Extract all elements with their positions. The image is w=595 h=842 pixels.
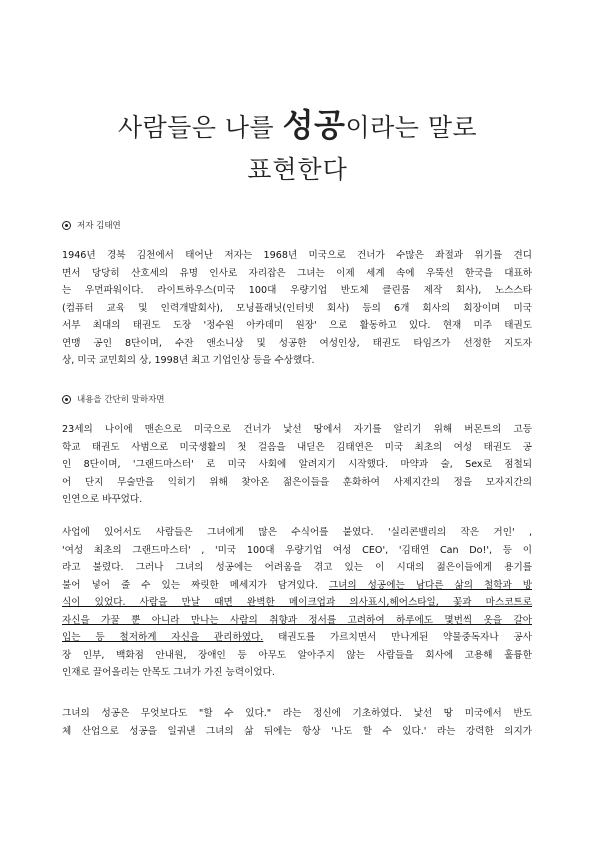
text-line: (컴퓨터 교육 및 인력개발회사), 모닝플래닛(인터넷 회사) 등의 6개 회사의 회장이며 미국 <box>62 302 532 314</box>
text-line: 사업에 있어서도 사람들은 그녀에게 많은 수식어를 붙였다. '실리콘밸리의 작은 거인' , <box>62 527 532 538</box>
underlined-text: 입는 등 철저하게 자신을 관리하였다. <box>62 632 264 643</box>
summary-paragraph <box>62 421 532 509</box>
author-paragraph <box>62 247 532 370</box>
summary-heading <box>62 393 165 405</box>
text-line: 상, 미국 교민회의 상, 1998년 최고 기업인상 등을 수상했다. <box>62 355 315 366</box>
text-line: 체 산업으로 성공을 일궈낸 그녀의 삶 뒤에는 항상 '나도 할 수 있다.' 라는 강력한 의지가 <box>62 725 532 737</box>
text-run: 불어 넣어 줄 수 있는 짜릿한 메세지가 담겨있다. <box>62 579 329 591</box>
text-line: 장 인부, 백화점 안내원, 장애인 등 아무도 알아주지 않는 사람들을 회사에 고용해 훌륭한 <box>62 649 532 661</box>
text-line: 인 8단이며, '그랜드마스터' 로 미국 사회에 알려지기 시작했다. 마약과 술, Sex로 점철되 <box>62 459 532 470</box>
title-text-b: 이라는 말로 <box>345 113 478 142</box>
text-line: 라고 불렸다. 그러나 그녀의 성공에는 어려움을 겪고 있는 이 시대의 젊은이들에게 용기를 <box>62 562 532 573</box>
text-line <box>62 629 532 647</box>
text-line: 1946년 경북 김천에서 태어난 저자는 1968년 미국으로 건너가 수많은 좌절과 위기를 견디 <box>62 250 532 261</box>
underlined-text-line: 자신을 가꿀 뿐 아니라 만나는 사람의 취향과 정서를 고려하여 하루에도 몇번씩 옷을 갈아 <box>62 614 532 626</box>
bullet-icon <box>62 221 71 230</box>
underlined-text: 그녀의 성공에는 남다른 삶의 철학과 방 <box>328 579 533 591</box>
summary-heading-text: 내용을 간단히 말하자면 <box>77 395 165 405</box>
text-line: 서부 최대의 태권도 도장 '정수원 아카데미 원장' 으로 활동하고 있다. 현재 미주 태권도 <box>62 320 532 331</box>
title-emphasis: 성공 <box>282 106 346 144</box>
success-paragraph <box>62 705 532 740</box>
text-line: 어 단지 무술만을 익히기 위해 찾아온 젊은이들을 훈화하여 사제지간의 정을 모자지간의 <box>62 476 532 488</box>
underlined-text-line: 식이 있었다. 사람을 만날 때면 완벽한 메이크업과 의사표시,헤어스타일, 꽃과 마스코트로 <box>62 597 532 608</box>
text-line: 연맹 공인 8단이며, 수잔 앤소니상 및 성공한 여성인상, 태권도 타임즈가 선정한 지도자 <box>62 337 532 349</box>
text-line: 는 우먼파워이다. 라이트하우스(미국 100대 우량기업 반도체 클린룸 제작 회사), 노스스타 <box>62 285 532 296</box>
text-line: 학교 태권도 사범으로 미국생활의 첫 걸음을 내딛은 김태연은 미국 최초의 여성 태권도 공 <box>62 441 532 453</box>
text-line: '여성 최초의 그랜드마스터' , '미국 100대 우량기업 여성 CEO', '김태연 Can Do!', 등 이 <box>62 544 532 556</box>
document-title-line-1 <box>0 100 595 146</box>
title-text-a: 사람들은 나를 <box>117 113 283 142</box>
text-line: 면서 당당히 산호세의 유명 인사로 자리잡은 그녀는 이제 세계 속에 우뚝선 한국을 대표하 <box>62 267 532 279</box>
bullet-icon <box>62 395 71 404</box>
document-title-line-2: 표현한다 <box>247 155 348 184</box>
text-run: 태권도를 가르치면서 만나게된 약물중독자나 공사 <box>263 632 532 643</box>
text-line <box>62 577 532 595</box>
text-line: 인연으로 바꾸었다. <box>62 494 143 505</box>
author-heading-text: 저자 김태연 <box>77 221 121 231</box>
business-paragraph <box>62 524 532 682</box>
text-line: 그녀의 성공은 무엇보다도 "할 수 있다." 라는 정신에 기초하였다. 낯선 땅 미국에서 반도 <box>62 708 532 719</box>
text-line: 인재로 끌어올리는 안목도 그녀가 가진 능력이었다. <box>62 667 275 678</box>
author-heading <box>62 219 121 231</box>
text-line: 23세의 나이에 맨손으로 미국으로 건너가 낯선 땅에서 자기를 알리기 위해 버몬트의 고등 <box>62 424 532 435</box>
